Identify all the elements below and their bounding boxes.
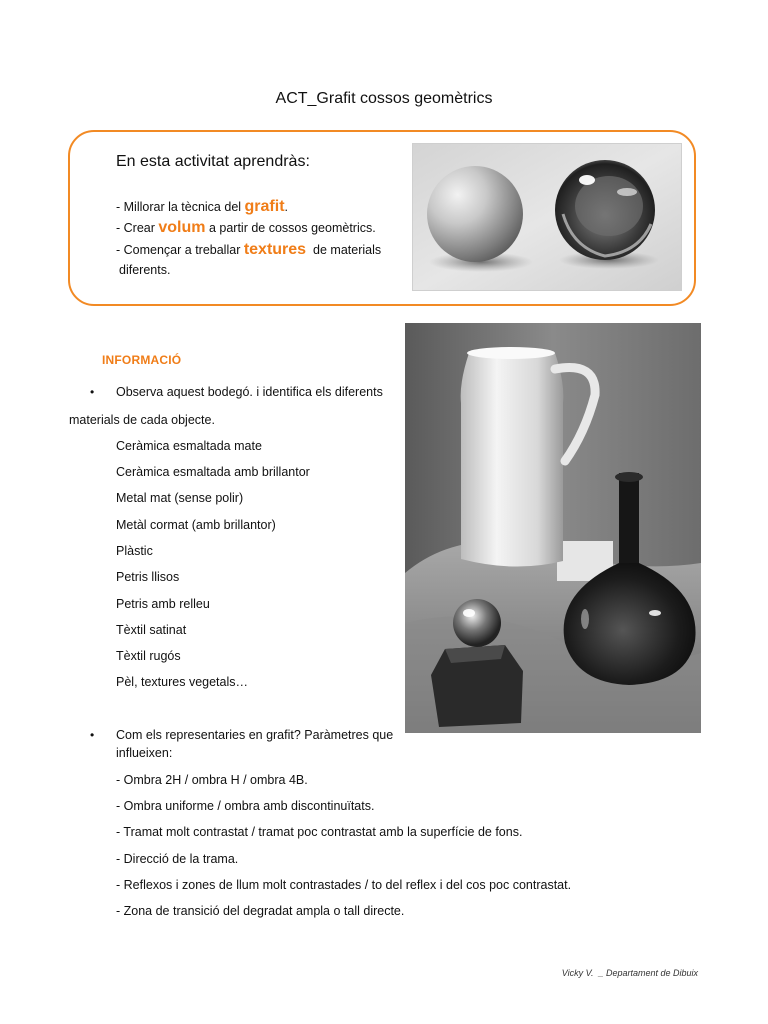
material-item: Metàl cormat (amb brillantor) xyxy=(116,518,276,532)
material-item: Petris llisos xyxy=(116,570,180,584)
bullet-1-line-2: materials de cada objecte. xyxy=(69,413,215,427)
bullet-1: • xyxy=(90,385,95,399)
param-item: - Zona de transició del degradat ampla o tall directe. xyxy=(116,904,405,918)
bullet-2-line-2: influeixen: xyxy=(116,746,173,760)
material-item: Ceràmica esmaltada amb brillantor xyxy=(116,465,310,479)
intro-line-2 xyxy=(116,220,376,236)
material-item: Petris amb relleu xyxy=(116,597,210,611)
intro-line-3-text: - Començar a treballar xyxy=(116,243,244,257)
param-item: - Direcció de la trama. xyxy=(116,852,239,866)
intro-line-3 xyxy=(116,242,381,258)
param-item: - Reflexos i zones de llum molt contrastades / to del reflex i del cos poc contrastat. xyxy=(116,878,572,892)
footer-credit: Vicky V. _ Departament de Dibuix xyxy=(561,968,698,978)
still-life-photo xyxy=(405,323,701,733)
intro-line-4: diferents. xyxy=(119,263,171,277)
bullet-2-line-1: Com els representaries en grafit? Paràmetres que xyxy=(116,728,394,742)
param-item: - Ombra 2H / ombra H / ombra 4B. xyxy=(116,773,308,787)
material-item: Ceràmica esmaltada mate xyxy=(116,439,262,453)
bullet-2: • xyxy=(90,728,95,742)
bullet-1-line-1: Observa aquest bodegó. i identifica els diferents xyxy=(116,385,383,399)
material-item: Tèxtil satinat xyxy=(116,623,187,637)
intro-line-3-end: de materials xyxy=(306,243,382,257)
param-item: - Tramat molt contrastat / tramat poc contrastat amb la superfície de fons. xyxy=(116,825,523,839)
intro-heading: En esta activitat aprendràs: xyxy=(116,153,310,170)
intro-line-2-text: - Crear xyxy=(116,221,159,235)
section-label-informacio: INFORMACIÓ xyxy=(102,353,182,367)
page-title: ACT_Grafit cossos geomètrics xyxy=(275,90,493,107)
highlight-grafit: grafit xyxy=(244,198,285,215)
param-item: - Ombra uniforme / ombra amb discontinuïtats. xyxy=(116,799,375,813)
intro-line-2-end: a partir de cossos geomètrics. xyxy=(205,221,376,235)
intro-line-1-text: - Millorar la tècnica del xyxy=(116,200,245,214)
material-item: Pèl, textures vegetals… xyxy=(116,675,249,689)
material-item: Metal mat (sense polir) xyxy=(116,491,244,505)
material-item: Tèxtil rugós xyxy=(116,649,181,663)
spheres-drawing-image xyxy=(412,143,682,291)
highlight-textures: textures xyxy=(243,241,307,258)
intro-line-1-end: . xyxy=(284,200,288,214)
material-item: Plàstic xyxy=(116,544,153,558)
intro-line-1 xyxy=(116,199,288,215)
highlight-volum: volum xyxy=(158,219,206,236)
